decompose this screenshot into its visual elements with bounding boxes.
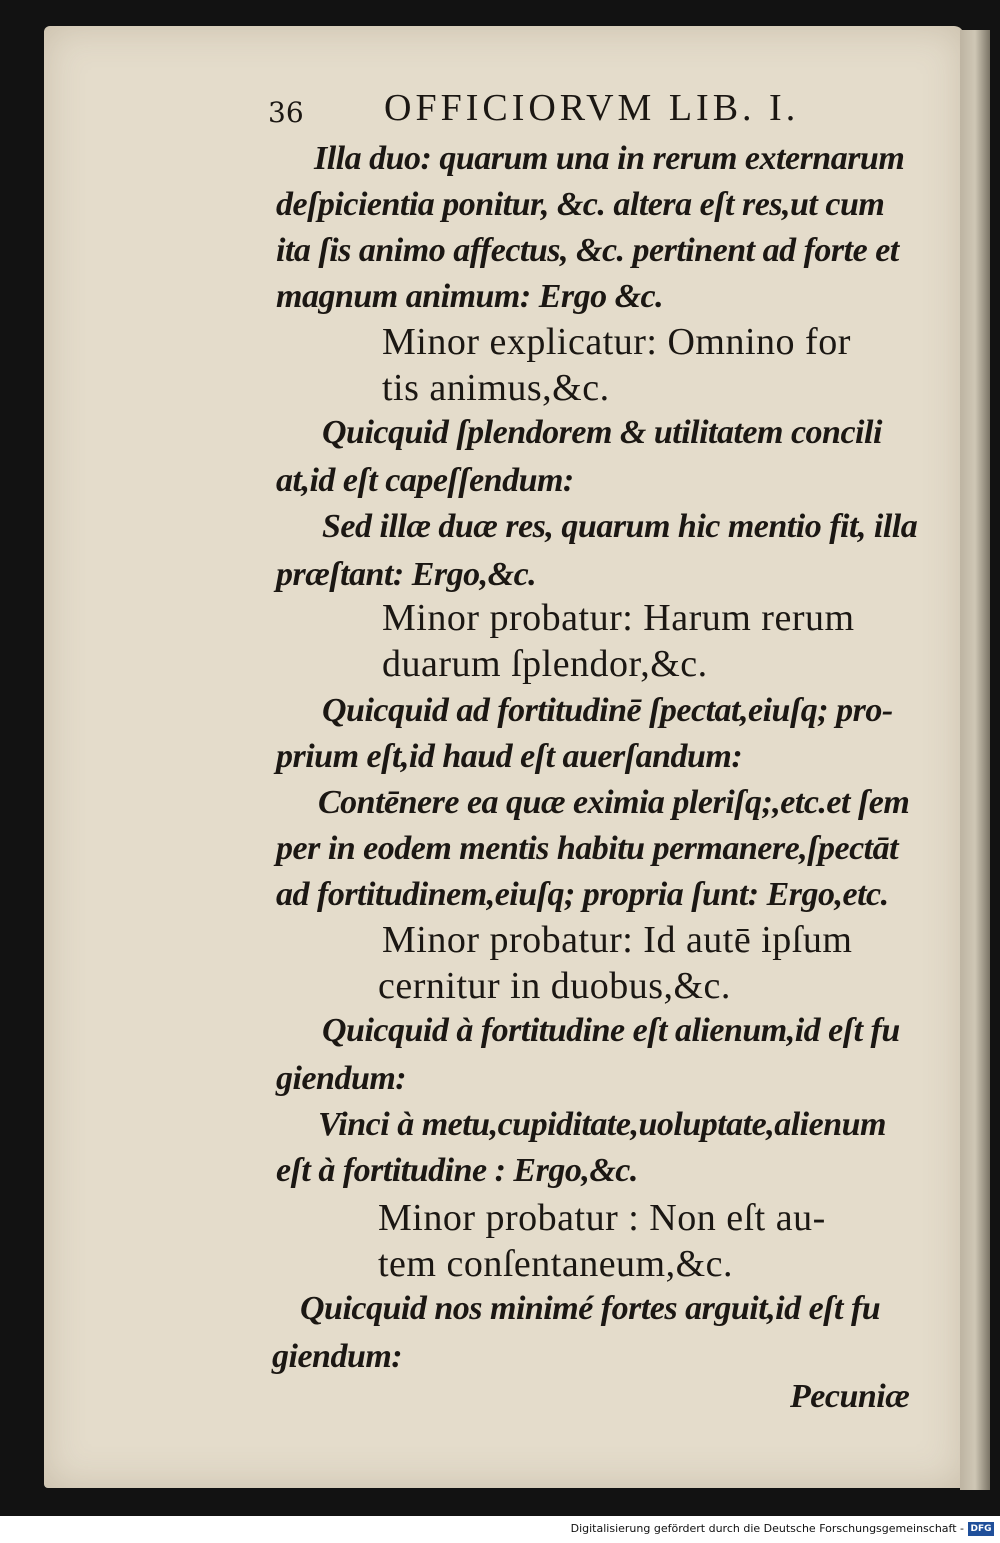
page-number: 36 [268,96,304,129]
text-line: per in eodem mentis habitu permanere,ſpectāt [276,830,899,867]
text-line: ita ſis animo affectus, &c. pertinent ad forte et [276,232,899,269]
running-head [268,86,908,132]
text-line: Quicquid ſplendorem & utilitatem concili [322,414,882,451]
page-edge [960,30,990,1490]
text-line: Minor probatur : Non eſt au- [378,1197,826,1239]
digitization-footer [0,1516,1000,1543]
text-line: Quicquid ad fortitudinē ſpectat,eiuſq; pro- [322,692,893,729]
text-line: Sed illæ duæ res, quarum hic mentio fit, illa [322,508,918,545]
running-title: OFFICIORVM LIB. I. [384,87,800,129]
text-line: Quicquid à fortitudine eſt alienum,id eſt fu [322,1012,900,1049]
text-line: prium eſt,id haud eſt auerſandum: [276,738,743,775]
text-line: duarum ſplendor,&c. [382,643,708,685]
text-line: cernitur in duobus,&c. [378,965,731,1007]
text-line: Illa duo: quarum una in rerum externarum [314,140,905,177]
text-line: giendum: [276,1060,407,1097]
text-line: magnum animum: Ergo &c. [276,278,664,315]
text-line: deſpicientia ponitur, &c. altera eſt res,ut cum [276,186,885,223]
text-line: giendum: [272,1338,403,1375]
text-line: Minor probatur: Harum rerum [382,597,855,639]
catchword: Pecuniæ [790,1378,910,1415]
text-line: Minor probatur: Id autē ipſum [382,919,853,961]
text-line: tem conſentaneum,&c. [378,1243,734,1285]
text-line: Quicquid nos minimé fortes arguit,id eſt fu [300,1290,881,1327]
funding-credit: Digitalisierung gefördert durch die Deutsche Forschungsgemeinschaft - [570,1522,964,1535]
text-line: eſt à fortitudine : Ergo,&c. [276,1152,638,1189]
text-line: Contēnere ea quæ eximia pleriſq;,etc.et ſem [318,784,910,821]
text-line: ad fortitudinem,eiuſq; propria ſunt: Ergo,etc. [276,876,889,913]
dfg-logo-icon: DFG [968,1522,994,1536]
text-line: at,id eſt capeſſendum: [276,462,574,499]
text-line: tis animus,&c. [382,367,610,409]
text-line: Vinci à metu,cupiditate,uoluptate,alienum [318,1106,886,1143]
text-line: Minor explicatur: Omnino for [382,321,851,363]
text-line: præſtant: Ergo,&c. [276,556,537,593]
